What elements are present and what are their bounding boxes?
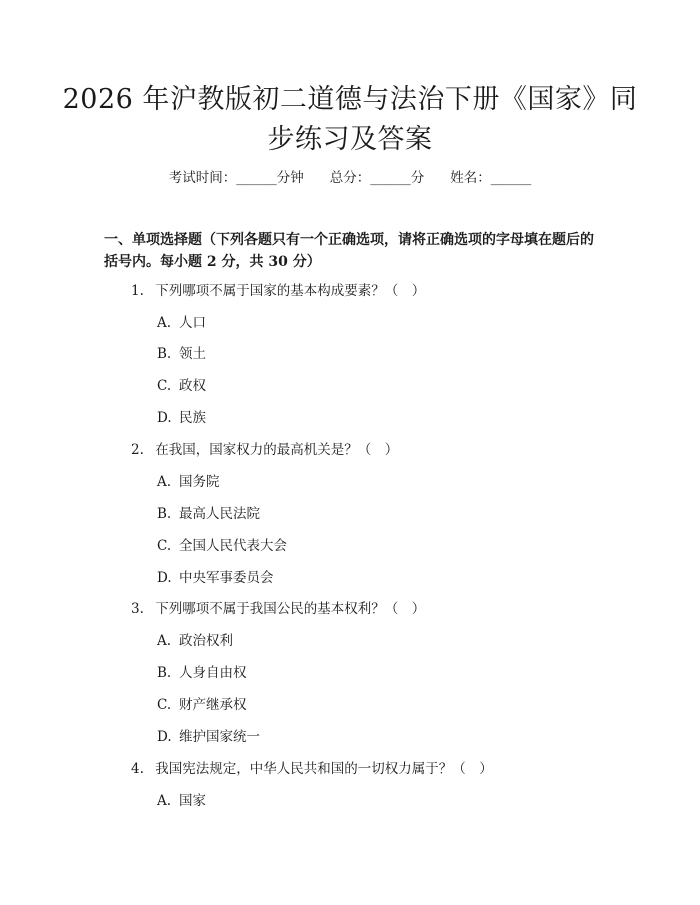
option-letter: D.: [157, 410, 172, 426]
question-text: 在我国，国家权力的最高机关是？（ ）: [155, 442, 399, 458]
option-letter: A.: [157, 633, 172, 649]
question-number: 3.: [131, 601, 144, 617]
question-4: [131, 760, 493, 778]
option-text: 维护国家统一: [179, 729, 260, 745]
option-text: 领土: [179, 346, 206, 362]
document-title: 2026 年沪教版初二道德与法治下册《国家》同步练习及答案: [62, 84, 638, 155]
question-1: [131, 282, 425, 300]
option-2d: [157, 569, 274, 587]
option-letter: B.: [157, 665, 172, 681]
option-text: 国家: [179, 793, 206, 809]
question-number: 1.: [131, 283, 144, 299]
total-score-label: 总分：______分: [329, 170, 425, 186]
option-text: 民族: [179, 410, 206, 426]
option-letter: A.: [157, 315, 172, 331]
question-number: 2.: [131, 442, 144, 458]
option-2a: [157, 473, 220, 491]
option-text: 人身自由权: [179, 665, 247, 681]
option-letter: A.: [157, 474, 172, 490]
option-text: 全国人民代表大会: [179, 538, 287, 554]
option-letter: C.: [157, 538, 172, 554]
option-text: 政治权利: [179, 633, 233, 649]
option-2c: [157, 537, 287, 555]
option-letter: D.: [157, 570, 172, 586]
option-3a: [157, 632, 233, 650]
question-number: 4.: [131, 761, 144, 777]
option-1c: [157, 377, 206, 395]
option-text: 财产继承权: [179, 697, 247, 713]
option-letter: C.: [157, 378, 172, 394]
option-3c: [157, 696, 247, 714]
question-text: 下列哪项不属于国家的基本构成要素？（ ）: [155, 283, 426, 299]
option-text: 中央军事委员会: [179, 570, 274, 586]
option-letter: B.: [157, 346, 172, 362]
option-1d: [157, 409, 206, 427]
question-text: 我国宪法规定，中华人民共和国的一切权力属于？（ ）: [155, 761, 493, 777]
option-2b: [157, 505, 260, 523]
option-1b: [157, 345, 206, 363]
exam-meta: [0, 168, 700, 188]
option-letter: A.: [157, 793, 172, 809]
student-name-label: 姓名：______: [450, 170, 532, 186]
section-heading: 一、单项选择题（下列各题只有一个正确选项，请将正确选项的字母填在题后的括号内。每小题 2 分，共 30 分）: [104, 232, 594, 270]
option-text: 人口: [179, 315, 206, 331]
question-3: [131, 600, 425, 618]
option-4a: [157, 792, 206, 810]
option-3b: [157, 664, 247, 682]
option-1a: [157, 314, 206, 332]
option-text: 政权: [179, 378, 206, 394]
option-3d: [157, 728, 260, 746]
option-text: 最高人民法院: [179, 506, 260, 522]
question-text: 下列哪项不属于我国公民的基本权利？（ ）: [155, 601, 426, 617]
exam-time-label: 考试时间：______分钟: [168, 170, 304, 186]
option-letter: B.: [157, 506, 172, 522]
option-letter: D.: [157, 729, 172, 745]
option-text: 国务院: [179, 474, 220, 490]
option-letter: C.: [157, 697, 172, 713]
question-2: [131, 441, 398, 459]
